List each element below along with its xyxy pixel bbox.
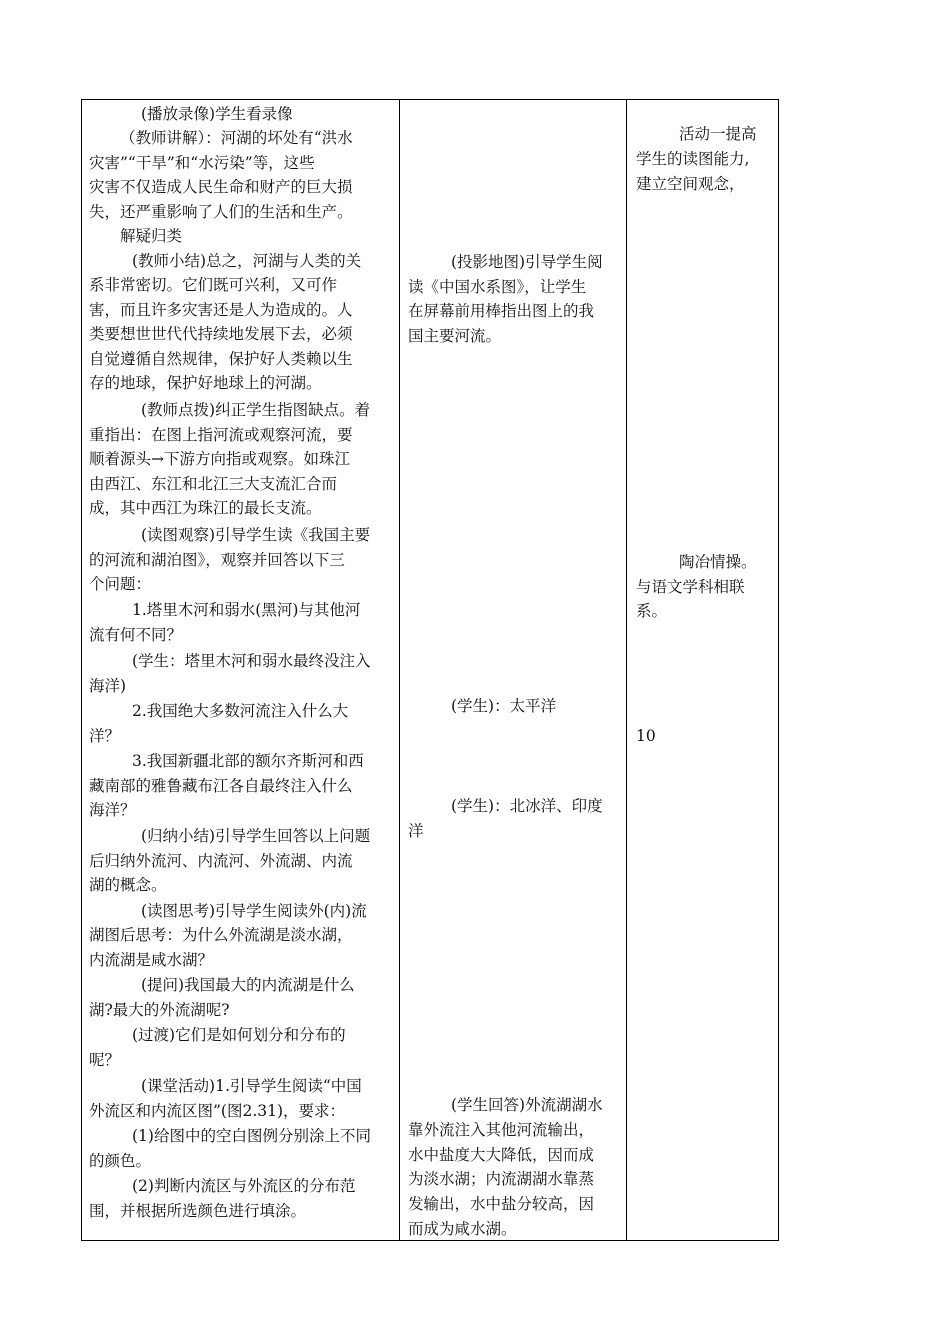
note-sentiment-line: 陶冶情操。 bbox=[679, 553, 757, 571]
para-teacher-lecture-line: （教师讲解）：河湖的坏处有“洪水 bbox=[120, 129, 353, 147]
para-teacher-tip-line: 顺着源头→下游方向指或观察。如珠江 bbox=[89, 450, 350, 468]
note-map-skills-line: 建立空间观念， bbox=[636, 175, 745, 193]
design-notes-column bbox=[627, 100, 778, 1240]
student-answer-lakes-line: 为淡水湖；内流湖湖水靠蒸 bbox=[408, 1170, 595, 1188]
teacher-activity-column bbox=[82, 100, 400, 1240]
student-answer-lakes-line: 靠外流注入其他河流输出， bbox=[408, 1121, 595, 1139]
para-transition-line: 呢？ bbox=[89, 1051, 121, 1069]
para-map-reading-line: 的河流和湖泊图》，观察并回答以下三 bbox=[89, 551, 345, 569]
activity-step-1-line: (1)给图中的空白图例分别涂上不同 bbox=[132, 1127, 371, 1145]
note-sentiment-line: 系。 bbox=[636, 602, 668, 620]
para-question-lake-line: (提问)我国最大的内流湖是什么 bbox=[141, 976, 355, 994]
activity-step-1-line: 的颜色。 bbox=[89, 1152, 152, 1170]
para-teacher-summary-line: 存的地球，保护好地球上的河湖。 bbox=[89, 374, 322, 392]
student-map-projection-line: 国主要河流。 bbox=[408, 327, 502, 345]
question-3-line: 海洋？ bbox=[89, 801, 136, 819]
activity-step-2-line: 围，并根据所选颜色进行填涂。 bbox=[89, 1202, 307, 1220]
student-map-projection-line: 在屏幕前用棒指出图上的我 bbox=[408, 302, 595, 320]
question-3-line: 3.我国新疆北部的额尔齐斯河和西 bbox=[132, 752, 364, 770]
para-map-reading-line: (读图观察)引导学生读《我国主要 bbox=[141, 526, 371, 544]
note-map-skills-line: 活动一提高 bbox=[679, 125, 757, 143]
para-teacher-tip-line: 由西江、东江和北江三大支流汇合而 bbox=[89, 475, 338, 493]
para-class-activity-line: 外流区和内流区图”(图2.31)，要求： bbox=[89, 1102, 346, 1120]
para-teacher-lecture-line: 灾害不仅造成人民生命和财产的巨大损 bbox=[89, 178, 353, 196]
para-lake-thinking-line: 内流湖是咸水湖？ bbox=[89, 951, 214, 969]
para-summary-concepts-line: 后归纳外流河、内流河、外流湖、内流 bbox=[89, 852, 353, 870]
para-teacher-tip-line: 成，其中西江为珠江的最长支流。 bbox=[89, 499, 322, 517]
para-teacher-tip-line: (教师点拨)纠正学生指图缺点。着 bbox=[141, 401, 371, 419]
para-teacher-summary-line: (教师小结)总之，河湖与人类的关 bbox=[132, 252, 362, 270]
activity-step-2-line: (2)判断内流区与外流区的分布范 bbox=[132, 1177, 356, 1195]
note-map-skills-line: 学生的读图能力, bbox=[636, 150, 750, 168]
para-teacher-summary-line: 系非常密切。它们既可兴利，又可作 bbox=[89, 276, 338, 294]
student-answer-pacific: (学生)：太平洋 bbox=[451, 697, 557, 715]
student-answer-lakes-line: 水中盐度大大降低，因而成 bbox=[408, 1146, 595, 1164]
para-summary-concepts-line: (归纳小结)引导学生回答以上问题 bbox=[141, 827, 371, 845]
note-time-minutes: 10 bbox=[636, 727, 656, 745]
question-1-line: 1.塔里木河和弱水(黑河)与其他河 bbox=[132, 601, 361, 619]
para-transition-line: (过渡)它们是如何划分和分布的 bbox=[132, 1026, 346, 1044]
student-answer-lakes-line: (学生回答)外流湖湖水 bbox=[451, 1096, 603, 1114]
lesson-plan-table bbox=[81, 99, 779, 1241]
para-summary-concepts-line: 湖的概念。 bbox=[89, 876, 167, 894]
student-activity-column bbox=[400, 100, 627, 1240]
heading-clarify: 解疑归类 bbox=[120, 227, 183, 245]
question-3-line: 藏南部的雅鲁藏布江各自最终注入什么 bbox=[89, 777, 353, 795]
student-answer-lakes-line: 而成为咸水湖。 bbox=[408, 1220, 517, 1238]
student-map-projection-line: 读《中国水系图》，让学生 bbox=[408, 278, 587, 296]
answer-1-line: (学生：塔里木河和弱水最终没注入 bbox=[132, 652, 371, 670]
para-video: (播放录像)学生看录像 bbox=[141, 105, 293, 123]
para-map-reading-line: 个问题： bbox=[89, 575, 152, 593]
para-lake-thinking-line: 湖图后思考：为什么外流湖是淡水湖， bbox=[89, 926, 353, 944]
para-teacher-summary-line: 自觉遵循自然规律，保护好人类赖以生 bbox=[89, 350, 353, 368]
para-teacher-lecture-line: 灾害”“干旱”和“水污染”等，这些 bbox=[89, 154, 315, 172]
question-2-line: 2.我国绝大多数河流注入什么大 bbox=[132, 702, 349, 720]
note-sentiment-line: 与语文学科相联 bbox=[636, 578, 745, 596]
para-class-activity-line: (课堂活动)1.引导学生阅读“中国 bbox=[141, 1077, 362, 1095]
para-question-lake-line: 湖?最大的外流湖呢? bbox=[89, 1001, 230, 1019]
para-teacher-summary-line: 类要想世世代代持续地发展下去，必须 bbox=[89, 325, 353, 343]
student-answer-arctic-indian-line: (学生)：北冰洋、印度 bbox=[451, 797, 603, 815]
para-lake-thinking-line: (读图思考)引导学生阅读外(内)流 bbox=[141, 902, 367, 920]
question-1-line: 流有何不同？ bbox=[89, 626, 183, 644]
student-answer-arctic-indian-line: 洋 bbox=[408, 822, 424, 840]
para-teacher-lecture-line: 失，还严重影响了人们的生活和生产。 bbox=[89, 203, 353, 221]
para-teacher-summary-line: 害，而且许多灾害还是人为造成的。人 bbox=[89, 301, 353, 319]
student-map-projection-line: (投影地图)引导学生阅 bbox=[451, 253, 603, 271]
para-teacher-tip-line: 重指出：在图上指河流或观察河流，要 bbox=[89, 426, 353, 444]
student-answer-lakes-line: 发输出，水中盐分较高，因 bbox=[408, 1195, 595, 1213]
answer-1-line: 海洋) bbox=[89, 677, 127, 695]
question-2-line: 洋？ bbox=[89, 727, 121, 745]
